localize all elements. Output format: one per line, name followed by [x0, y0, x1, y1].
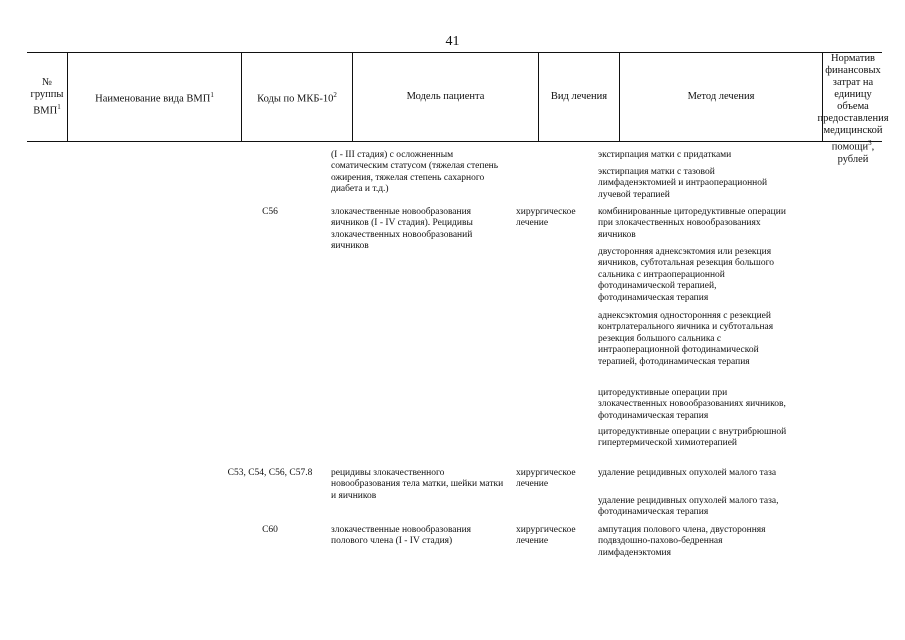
page-number: 41	[445, 34, 460, 49]
row1-method-3: аднексэктомия односторонняя с резекцией контрлатерального яичника и субтотальная резекция большого сальника с интраоперационной фотодинамической терапией, фотодинамическая терапия	[598, 311, 774, 367]
row3-method-1: ампутация полового члена, двусторонняя подвздошно-пахово-бедренная лимфаденэктомия	[598, 525, 766, 558]
row2-patient-model: рецидивы злокачественного новообразования тела матки, шейки матки и яичников	[331, 468, 504, 501]
row3-patient-model: злокачественные новообразования полового члена (I - IV стадия)	[331, 525, 472, 547]
row3-treatment-type: хирургическое лечение	[516, 525, 576, 547]
header-vmp-name: Наименование вида ВМП$^1$	[95, 90, 214, 105]
row3-icd-code: C60	[262, 525, 278, 535]
row2-method-1: удаление рецидивных опухолей малого таза	[598, 468, 777, 478]
row2-treatment-type: хирургическое лечение	[516, 468, 576, 490]
header-patient-model: Модель пациента	[406, 91, 485, 102]
row0-method-2: экстирпация матки с тазовой лимфаденэктомией и интраоперационной лучевой терапией	[598, 167, 768, 200]
header-icd-codes: Коды по МКБ-$10^2$	[257, 90, 337, 105]
row1-method-4: циторедуктивные операции при злокачественных новообразованиях яичников, фотодинамическая терапия	[598, 388, 786, 421]
header-treatment-type: Вид лечения	[550, 91, 608, 102]
row2-icd-code: C53, C54, C56, C57.8	[227, 468, 313, 478]
row1-icd-code: C56	[262, 207, 278, 217]
row0-method-1: экстирпация матки с придатками	[598, 150, 732, 160]
row1-patient-model: злокачественные новообразования яичников (I - IV стадия). Рецидивы злокачественных новообразований яичников	[331, 207, 473, 252]
header-norm: Норматив финансовых затрат на единицу объема предоставления медицинской помощи$^3$, рублей	[817, 53, 889, 165]
header-treatment-method: Метод лечения	[687, 91, 755, 102]
row1-method-2: двусторонняя аднексэктомия или резекция яичников, субтотальная резекция большого сальника с интраоперационной фотодинамической терапией, фотодинамическая терапия	[598, 247, 774, 303]
header-group-no: № группы ВМП$^1$	[30, 76, 64, 117]
row1-method-1: комбинированные циторедуктивные операции при злокачественных новообразованиях яичников	[598, 207, 786, 240]
row1-treatment-type: хирургическое лечение	[516, 207, 576, 229]
row0-patient-model: (I - III стадия) с осложненным соматическим статусом (тяжелая степень ожирения, тяжелая степень сахарного диабета и т.д.)	[331, 150, 499, 195]
row2-method-2: удаление рецидивных опухолей малого таза, фотодинамическая терапия	[598, 496, 779, 518]
row1-method-5: циторедуктивные операции с внутрибрюшной гипертермической химиотерапией	[598, 427, 787, 449]
